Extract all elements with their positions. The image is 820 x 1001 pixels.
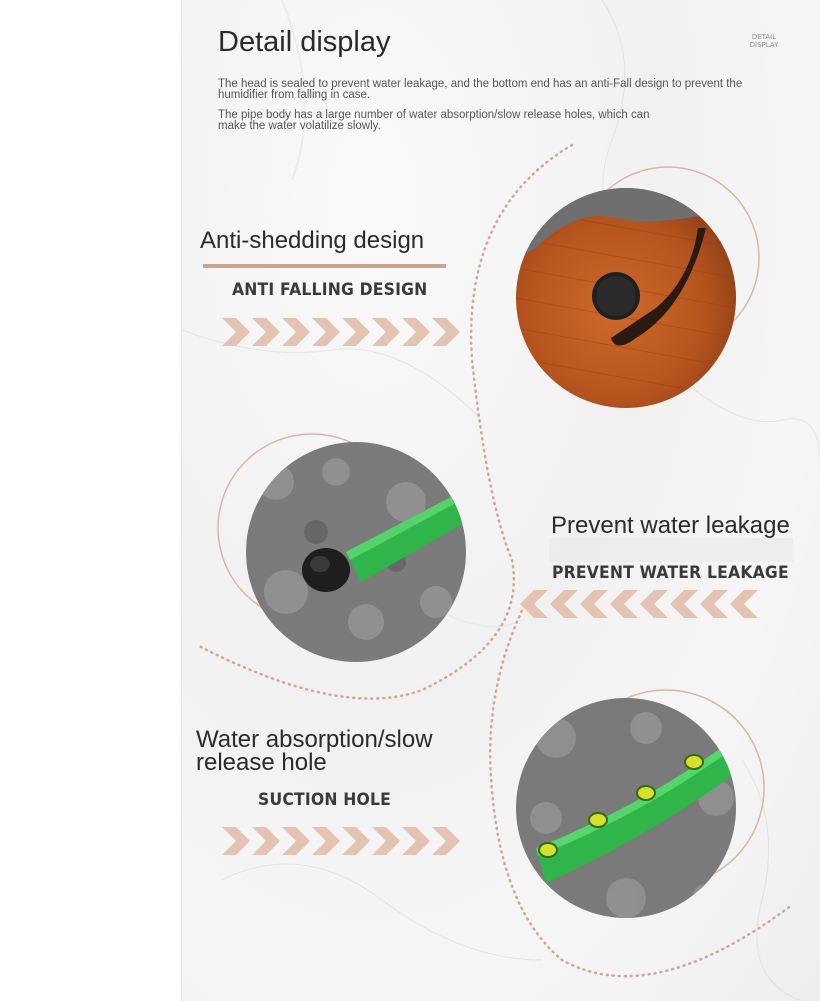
description-2: The pipe body has a large number of water absorption/slow release holes, which can make the water volatilize slowly. — [218, 109, 650, 132]
tag-line-2: DISPLAY — [749, 41, 779, 49]
left-blank-area — [0, 0, 182, 1001]
feature-3-heading: Water absorption/slow release hole — [196, 726, 433, 776]
suction-hole-photo — [516, 698, 736, 918]
feature-1-caption: ANTI FALLING DESIGN — [232, 280, 428, 300]
tag-line-1: DETAIL — [751, 33, 777, 41]
feature-2-caption: PREVENT WATER LEAKAGE — [552, 563, 789, 583]
feature-2-heading: Prevent water leakage — [551, 512, 790, 539]
page-title: Detail display — [218, 26, 391, 58]
description-1: The head is sealed to prevent water leakage, and the bottom end has an anti-Fall design to prevent the humidifier from falling in case. — [218, 78, 743, 101]
feature-1-heading: Anti-shedding design — [200, 227, 425, 254]
feature-3-caption: SUCTION HOLE — [258, 790, 392, 810]
detail-display-panel — [182, 0, 820, 1001]
